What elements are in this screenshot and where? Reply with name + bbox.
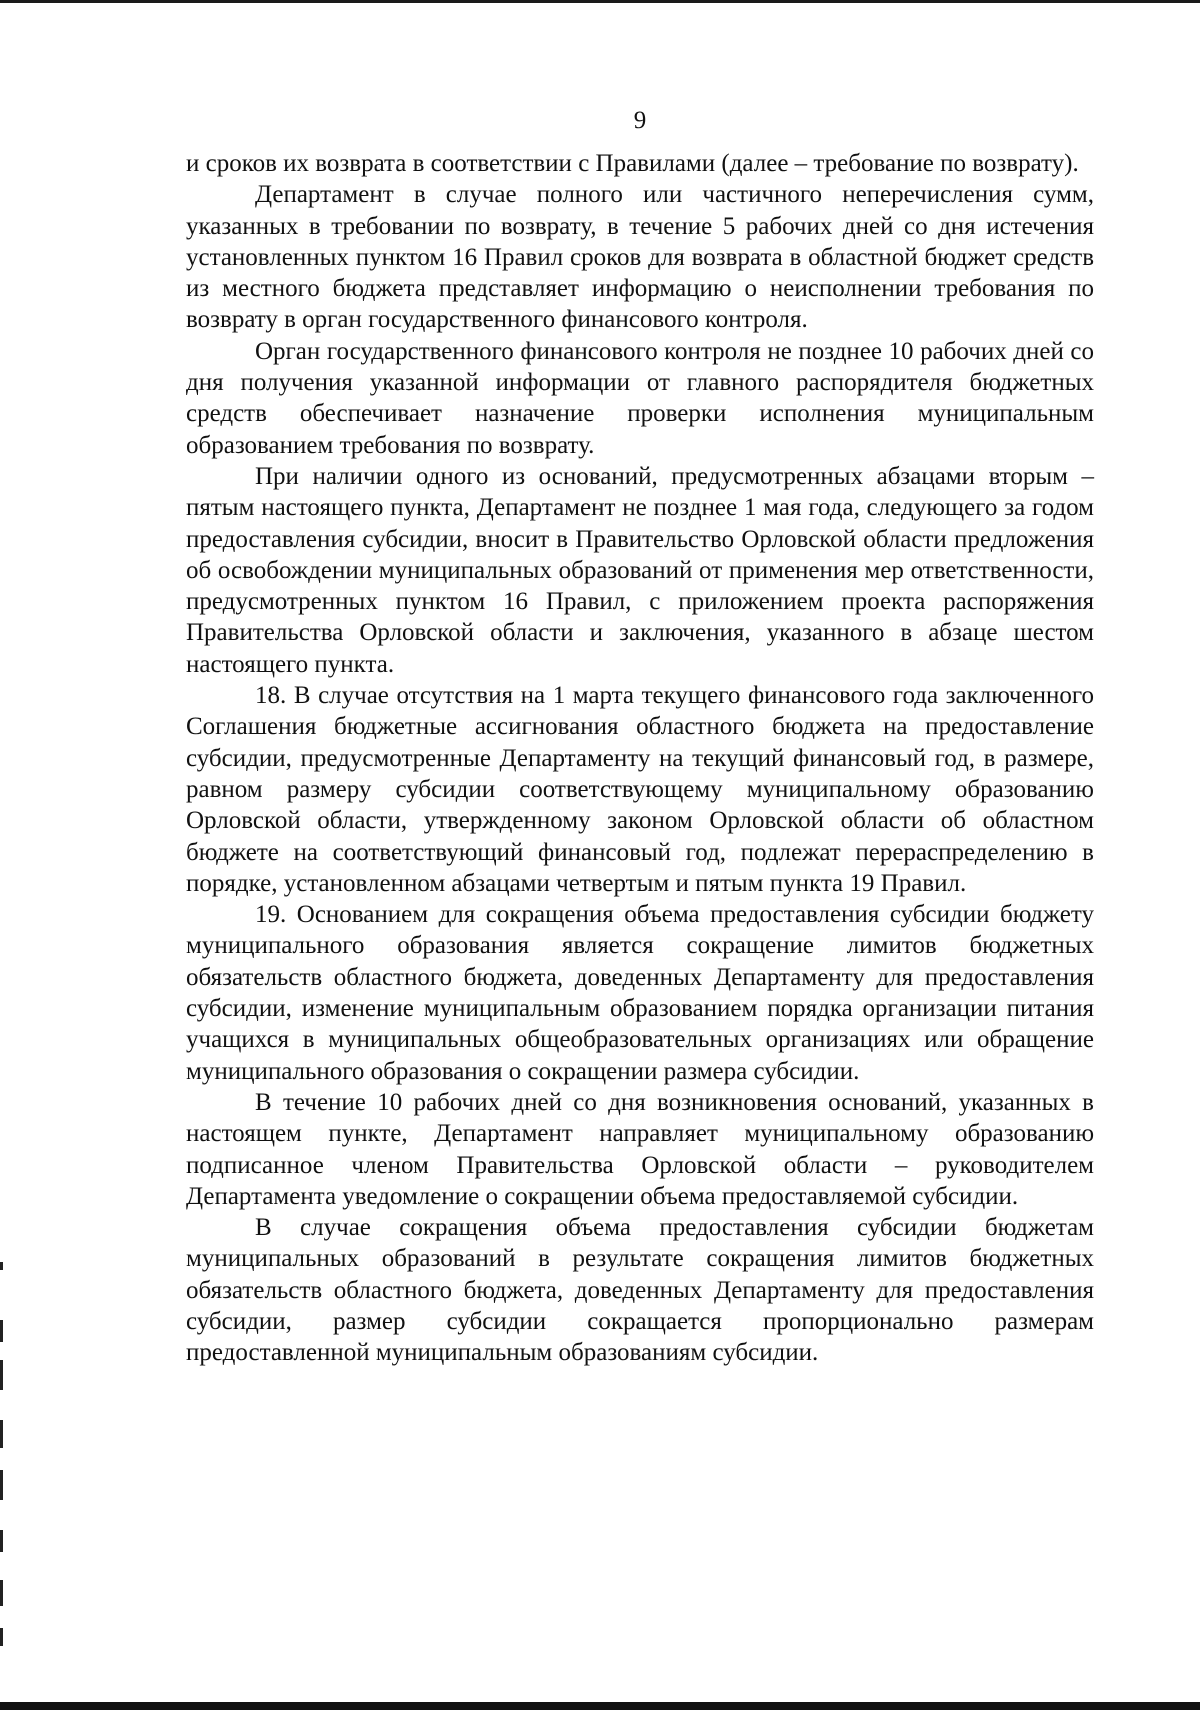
paragraph-clause-19: 19. Основанием для сокращения объема предоставления субсидии бюджету муниципального образования является сокращение лимитов бюджетных обязательств областного бюджета, доведенных Департаменту для предоставления субсидии, изменение муниципальным образованием порядка организации питания учащихся в муниципальных общеобразовательных организациях или обращение муниципального образования о сокращении размера субсидии. <box>186 901 1094 1085</box>
scan-margin-mark <box>0 1530 3 1552</box>
scan-margin-mark <box>0 1580 3 1606</box>
paragraph-continuation: и сроков их возврата в соответствии с Правилами (далее – требование по возврату). <box>186 150 1079 177</box>
scan-margin-mark <box>0 1470 3 1500</box>
scan-top-edge <box>0 0 1200 3</box>
page-number: 9 <box>633 107 647 134</box>
scan-margin-mark <box>0 1628 3 1646</box>
scan-bottom-edge <box>0 1702 1200 1710</box>
paragraph-clause-18: 18. В случае отсутствия на 1 марта текущего финансового года заключенного Соглашения бюджетные ассигнования областного бюджета на предоставление субсидии, предусмотренные Департаменту на текущий финансовый год, в размере, равном размеру субсидии соответствующему муниципальному образованию Орловской области, утвержденному законом Орловской области об областном бюджете на соответствующий финансовый год, подлежат перераспределению в порядке, установленном абзацами четвертым и пятым пункта 19 Правил. <box>186 682 1094 897</box>
document-body <box>186 148 1094 1369</box>
scan-margin-mark <box>0 1320 3 1342</box>
scan-margin-mark <box>0 1420 3 1448</box>
scan-margin-mark <box>0 1262 3 1270</box>
paragraph: В течение 10 рабочих дней со дня возникновения оснований, указанных в настоящем пункте, Департамент направляет муниципальному образованию подписанное членом Правительства Орловской области – руководителем Департамента уведомление о сокращении объема предоставляемой субсидии. <box>186 1088 1094 1210</box>
paragraph: Орган государственного финансового контроля не позднее 10 рабочих дней со дня получения указанной информации от главного распорядителя бюджетных средств обеспечивает назначение проверки исполнения муниципальным образованием требования по возврату. <box>186 337 1094 459</box>
scan-margin-mark <box>0 1360 3 1390</box>
paragraph: В случае сокращения объема предоставления субсидии бюджетам муниципальных образований в результате сокращения лимитов бюджетных обязательств областного бюджета, доведенных Департаменту для предоставления субсидии, размер субсидии сокращается пропорционально размерам предоставленной муниципальным образованиям субсидии. <box>186 1214 1094 1367</box>
paragraph: Департамент в случае полного или частичного неперечисления сумм, указанных в требовании по возврату, в течение 5 рабочих дней со дня истечения установленных пунктом 16 Правил сроков для возврата в областной бюджет средств из местного бюджета представляет информацию о неисполнении требования по возврату в орган государственного финансового контроля. <box>186 181 1094 334</box>
paragraph: При наличии одного из оснований, предусмотренных абзацами вторым – пятым настоящего пункта, Департамент не позднее 1 мая года, следующего за годом предоставления субсидии, вносит в Правительство Орловской области предложения об освобождении муниципальных образований от применения мер ответственности, предусмотренных пунктом 16 Правил, с приложением проекта распоряжения Правительства Орловской области и заключения, указанного в абзаце шестом настоящего пункта. <box>186 462 1094 678</box>
